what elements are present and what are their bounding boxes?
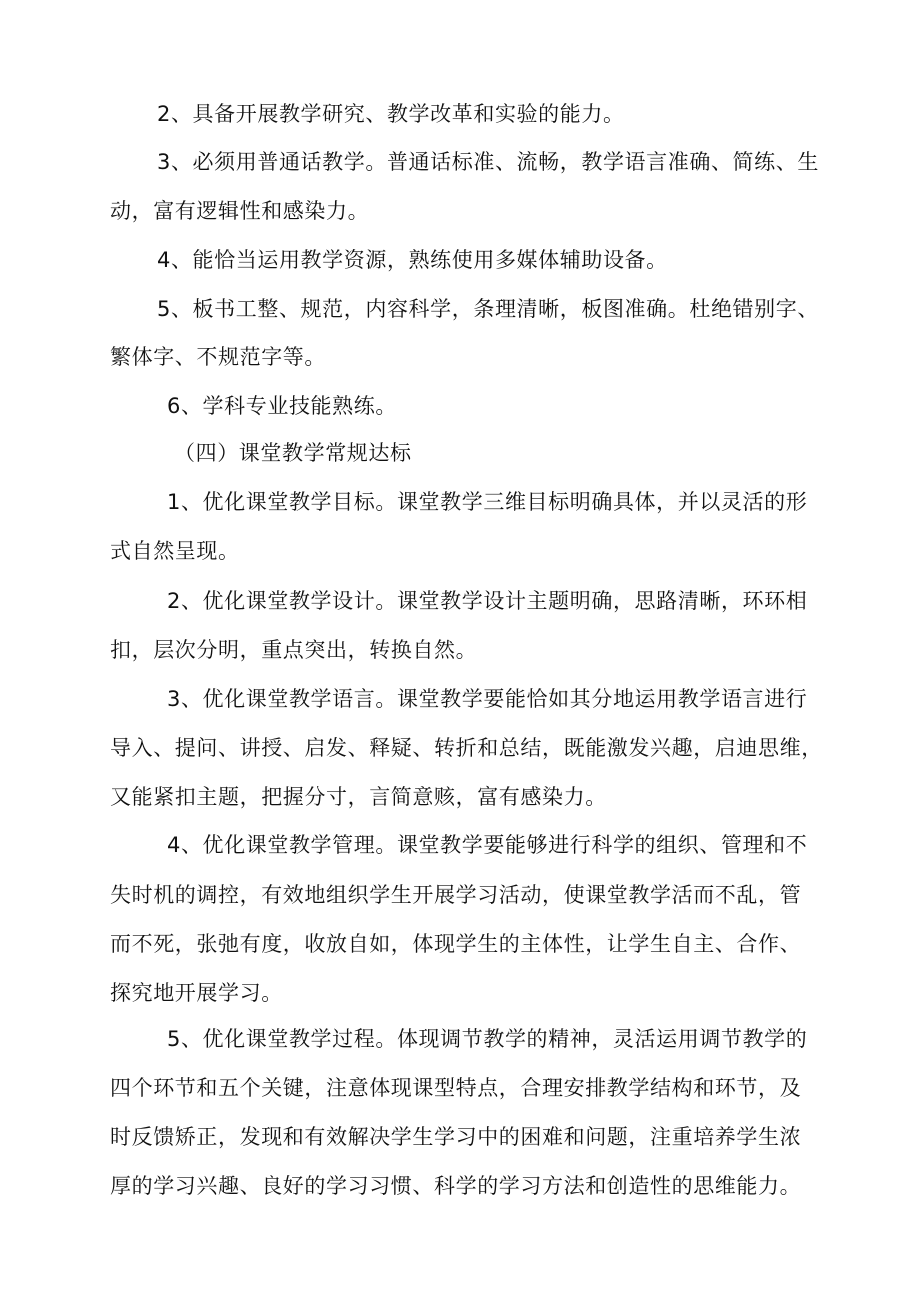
- text-line: 失时机的调控，有效地组织学生开展学习活动，使课堂教学活而不乱，管: [110, 883, 802, 907]
- text-line: 4、能恰当运用教学资源，熟练使用多媒体辅助设备。: [157, 248, 668, 272]
- text-line: 5、板书工整、规范，内容科学，条理清晰，板图准确。杜绝错别字、: [157, 297, 819, 321]
- text-line: 探究地开展学习。: [110, 981, 283, 1005]
- text-line: 2、优化课堂教学设计。课堂教学设计主题明确，思路清晰，环环相: [167, 589, 808, 613]
- text-line: 2、具备开展教学研究、教学改革和实验的能力。: [157, 102, 625, 126]
- text-line: 导入、提问、讲授、启发、释疑、转折和总结，既能激发兴趣，启迪思维，: [110, 736, 823, 760]
- text-line: 式自然呈现。: [110, 539, 240, 563]
- section-heading: （四）课堂教学常规达标: [174, 441, 412, 465]
- text-line: 扣，层次分明，重点突出，转换自然。: [110, 638, 478, 662]
- text-line: 动，富有逻辑性和感染力。: [110, 199, 370, 223]
- text-line: 3、必须用普通话教学。普通话标准、流畅，教学语言准确、简练、生: [157, 150, 819, 174]
- text-line: 繁体字、不规范字等。: [110, 345, 326, 369]
- text-line: 时反馈矫正，发现和有效解决学生学习中的困难和问题，注重培养学生浓: [110, 1125, 802, 1149]
- text-line: 3、优化课堂教学语言。课堂教学要能恰如其分地运用教学语言进行: [167, 687, 808, 711]
- text-line: 而不死，张弛有度，收放自如，体现学生的主体性，让学生自主、合作、: [110, 932, 802, 956]
- text-line: 5、优化课堂教学过程。体现调节教学的精神，灵活运用调节教学的: [167, 1027, 808, 1051]
- text-line: 厚的学习兴趣、良好的学习习惯、科学的学习方法和创造性的思维能力。: [110, 1174, 802, 1198]
- text-line: 又能紧扣主题，把握分寸，言简意赅，富有感染力。: [110, 785, 607, 809]
- text-line: 6、学科专业技能熟练。: [167, 394, 397, 418]
- text-line: 四个环节和五个关键，注意体现课型特点，合理安排教学结构和环节，及: [110, 1076, 802, 1100]
- text-line: 4、优化课堂教学管理。课堂教学要能够进行科学的组织、管理和不: [167, 833, 808, 857]
- text-line: 1、优化课堂教学目标。课堂教学三维目标明确具体，并以灵活的形: [167, 490, 808, 514]
